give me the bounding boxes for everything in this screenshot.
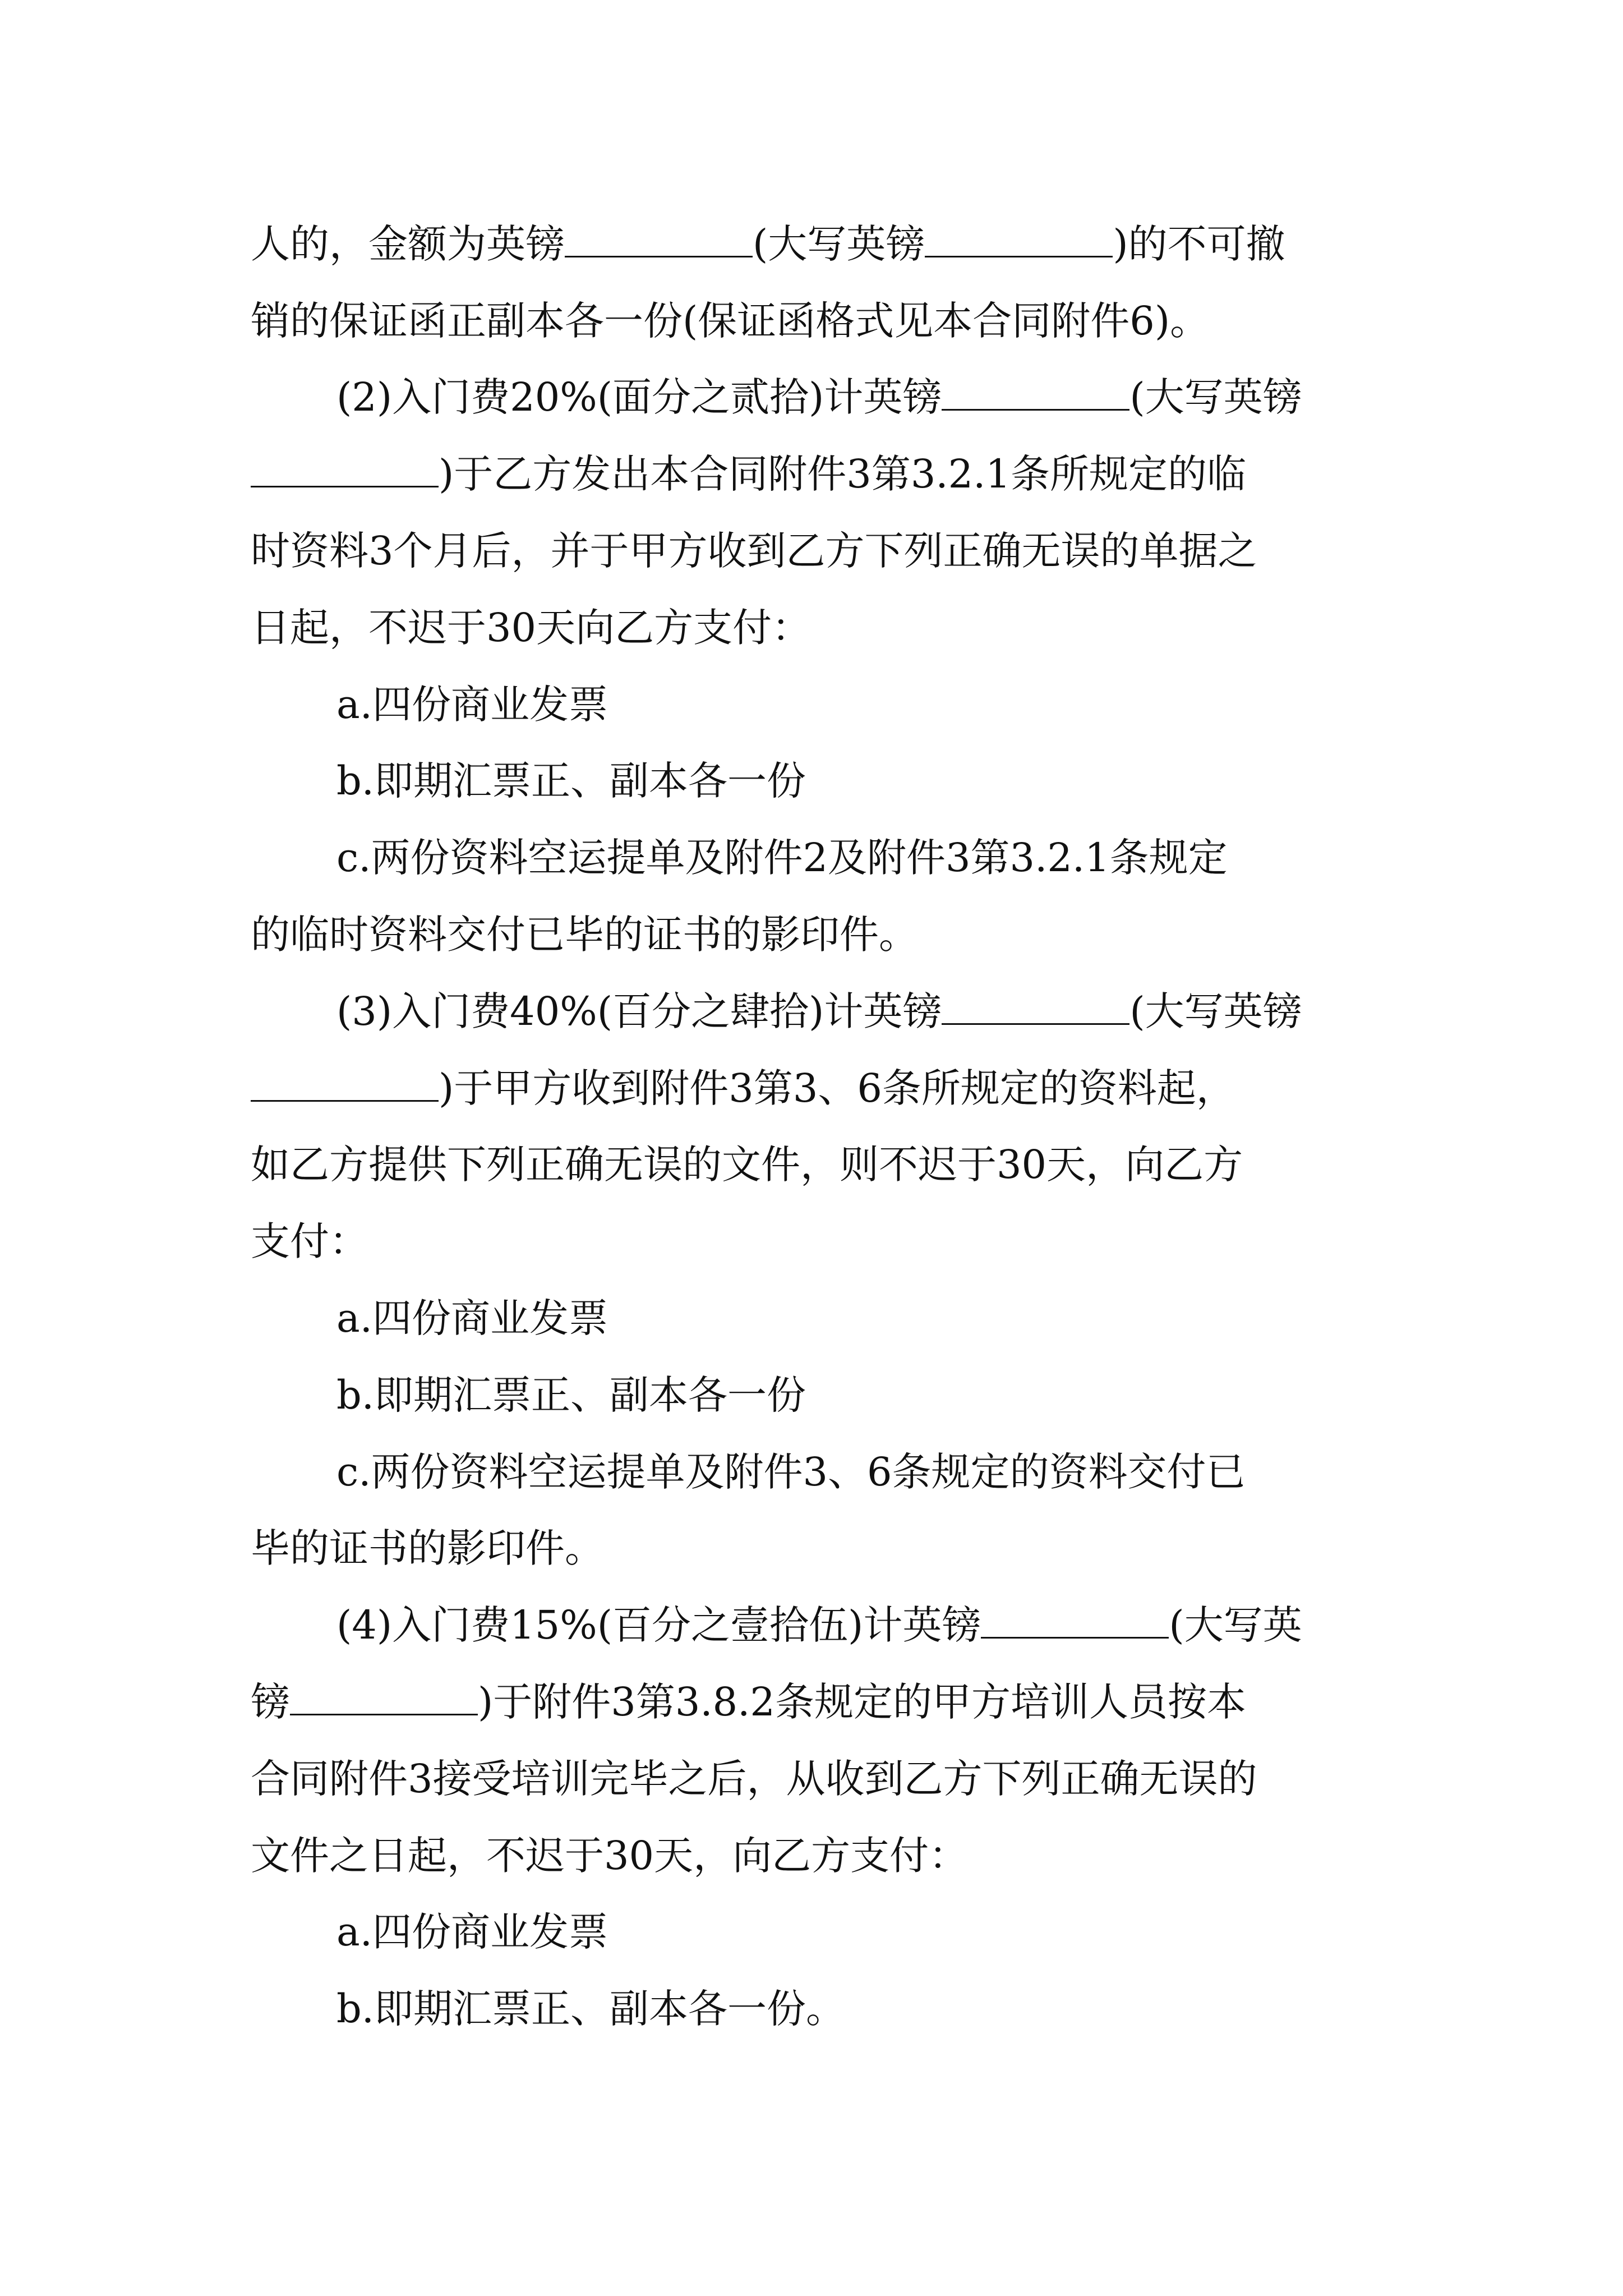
text-line: 的临时资料交付已毕的证书的影印件。 — [251, 912, 918, 958]
text-line: (3)入门费40%(百分之肆拾)计英镑 (大写英镑 — [336, 972, 1481, 1051]
list-item: c.两份资料空运提单及附件3、6条规定的资料交付已 — [336, 1449, 1246, 1495]
list-item: b.即期汇票正、副本各一份 — [336, 758, 806, 804]
list-item: a.四份商业发票 — [336, 682, 608, 728]
text-line: )于甲方收到附件3第3、6条所规定的资料起， — [251, 1049, 1395, 1128]
text-line: 毕的证书的影印件。 — [251, 1525, 604, 1571]
list-item: b.即期汇票正、副本各一份 — [336, 1372, 806, 1418]
list-item: b.即期汇票正、副本各一份。 — [336, 1986, 846, 2032]
list-item: c.两份资料空运提单及附件2及附件3第3.2.1条规定 — [336, 835, 1228, 881]
text-line: 合同附件3接受培训完毕之后，从收到乙方下列正确无误的 — [251, 1756, 1257, 1802]
fill-in-blank[interactable] — [565, 219, 753, 257]
text-line: )于乙方发出本合同附件3第3.2.1条所规定的临 — [251, 435, 1395, 513]
list-item: a.四份商业发票 — [336, 1909, 608, 1955]
list-item: a.四份商业发票 — [336, 1295, 608, 1341]
text-line: 时资料3个月后，并于甲方收到乙方下列正确无误的单据之 — [251, 528, 1257, 574]
text-line: 镑 )于附件3第3.8.2条规定的甲方培训人员按本 — [251, 1663, 1395, 1741]
text-line: 支付： — [251, 1218, 368, 1264]
fill-in-blank[interactable] — [942, 372, 1129, 411]
fill-in-blank[interactable] — [290, 1677, 478, 1715]
fill-in-blank[interactable] — [925, 219, 1113, 257]
fill-in-blank[interactable] — [251, 1063, 439, 1102]
text-line: 销的保证函正副本各一份(保证函格式见本合同附件6)。 — [251, 298, 1210, 344]
text-line: (2)入门费20%(面分之贰拾)计英镑 (大写英镑 — [336, 358, 1481, 436]
fill-in-blank[interactable] — [942, 986, 1129, 1025]
text-line: (4)入门费15%(百分之壹拾伍)计英镑 (大写英 — [336, 1586, 1481, 1664]
text-line: 如乙方提供下列正确无误的文件，则不迟于30天，向乙方 — [251, 1142, 1243, 1188]
text-line: 人的，金额为英镑 (大写英镑 )的不可撤 — [251, 205, 1395, 283]
fill-in-blank[interactable] — [251, 449, 439, 487]
fill-in-blank[interactable] — [981, 1600, 1169, 1639]
text-line: 日起，不迟于30天向乙方支付： — [251, 605, 811, 651]
text-line: 文件之日起，不迟于30天，向乙方支付： — [251, 1833, 969, 1879]
